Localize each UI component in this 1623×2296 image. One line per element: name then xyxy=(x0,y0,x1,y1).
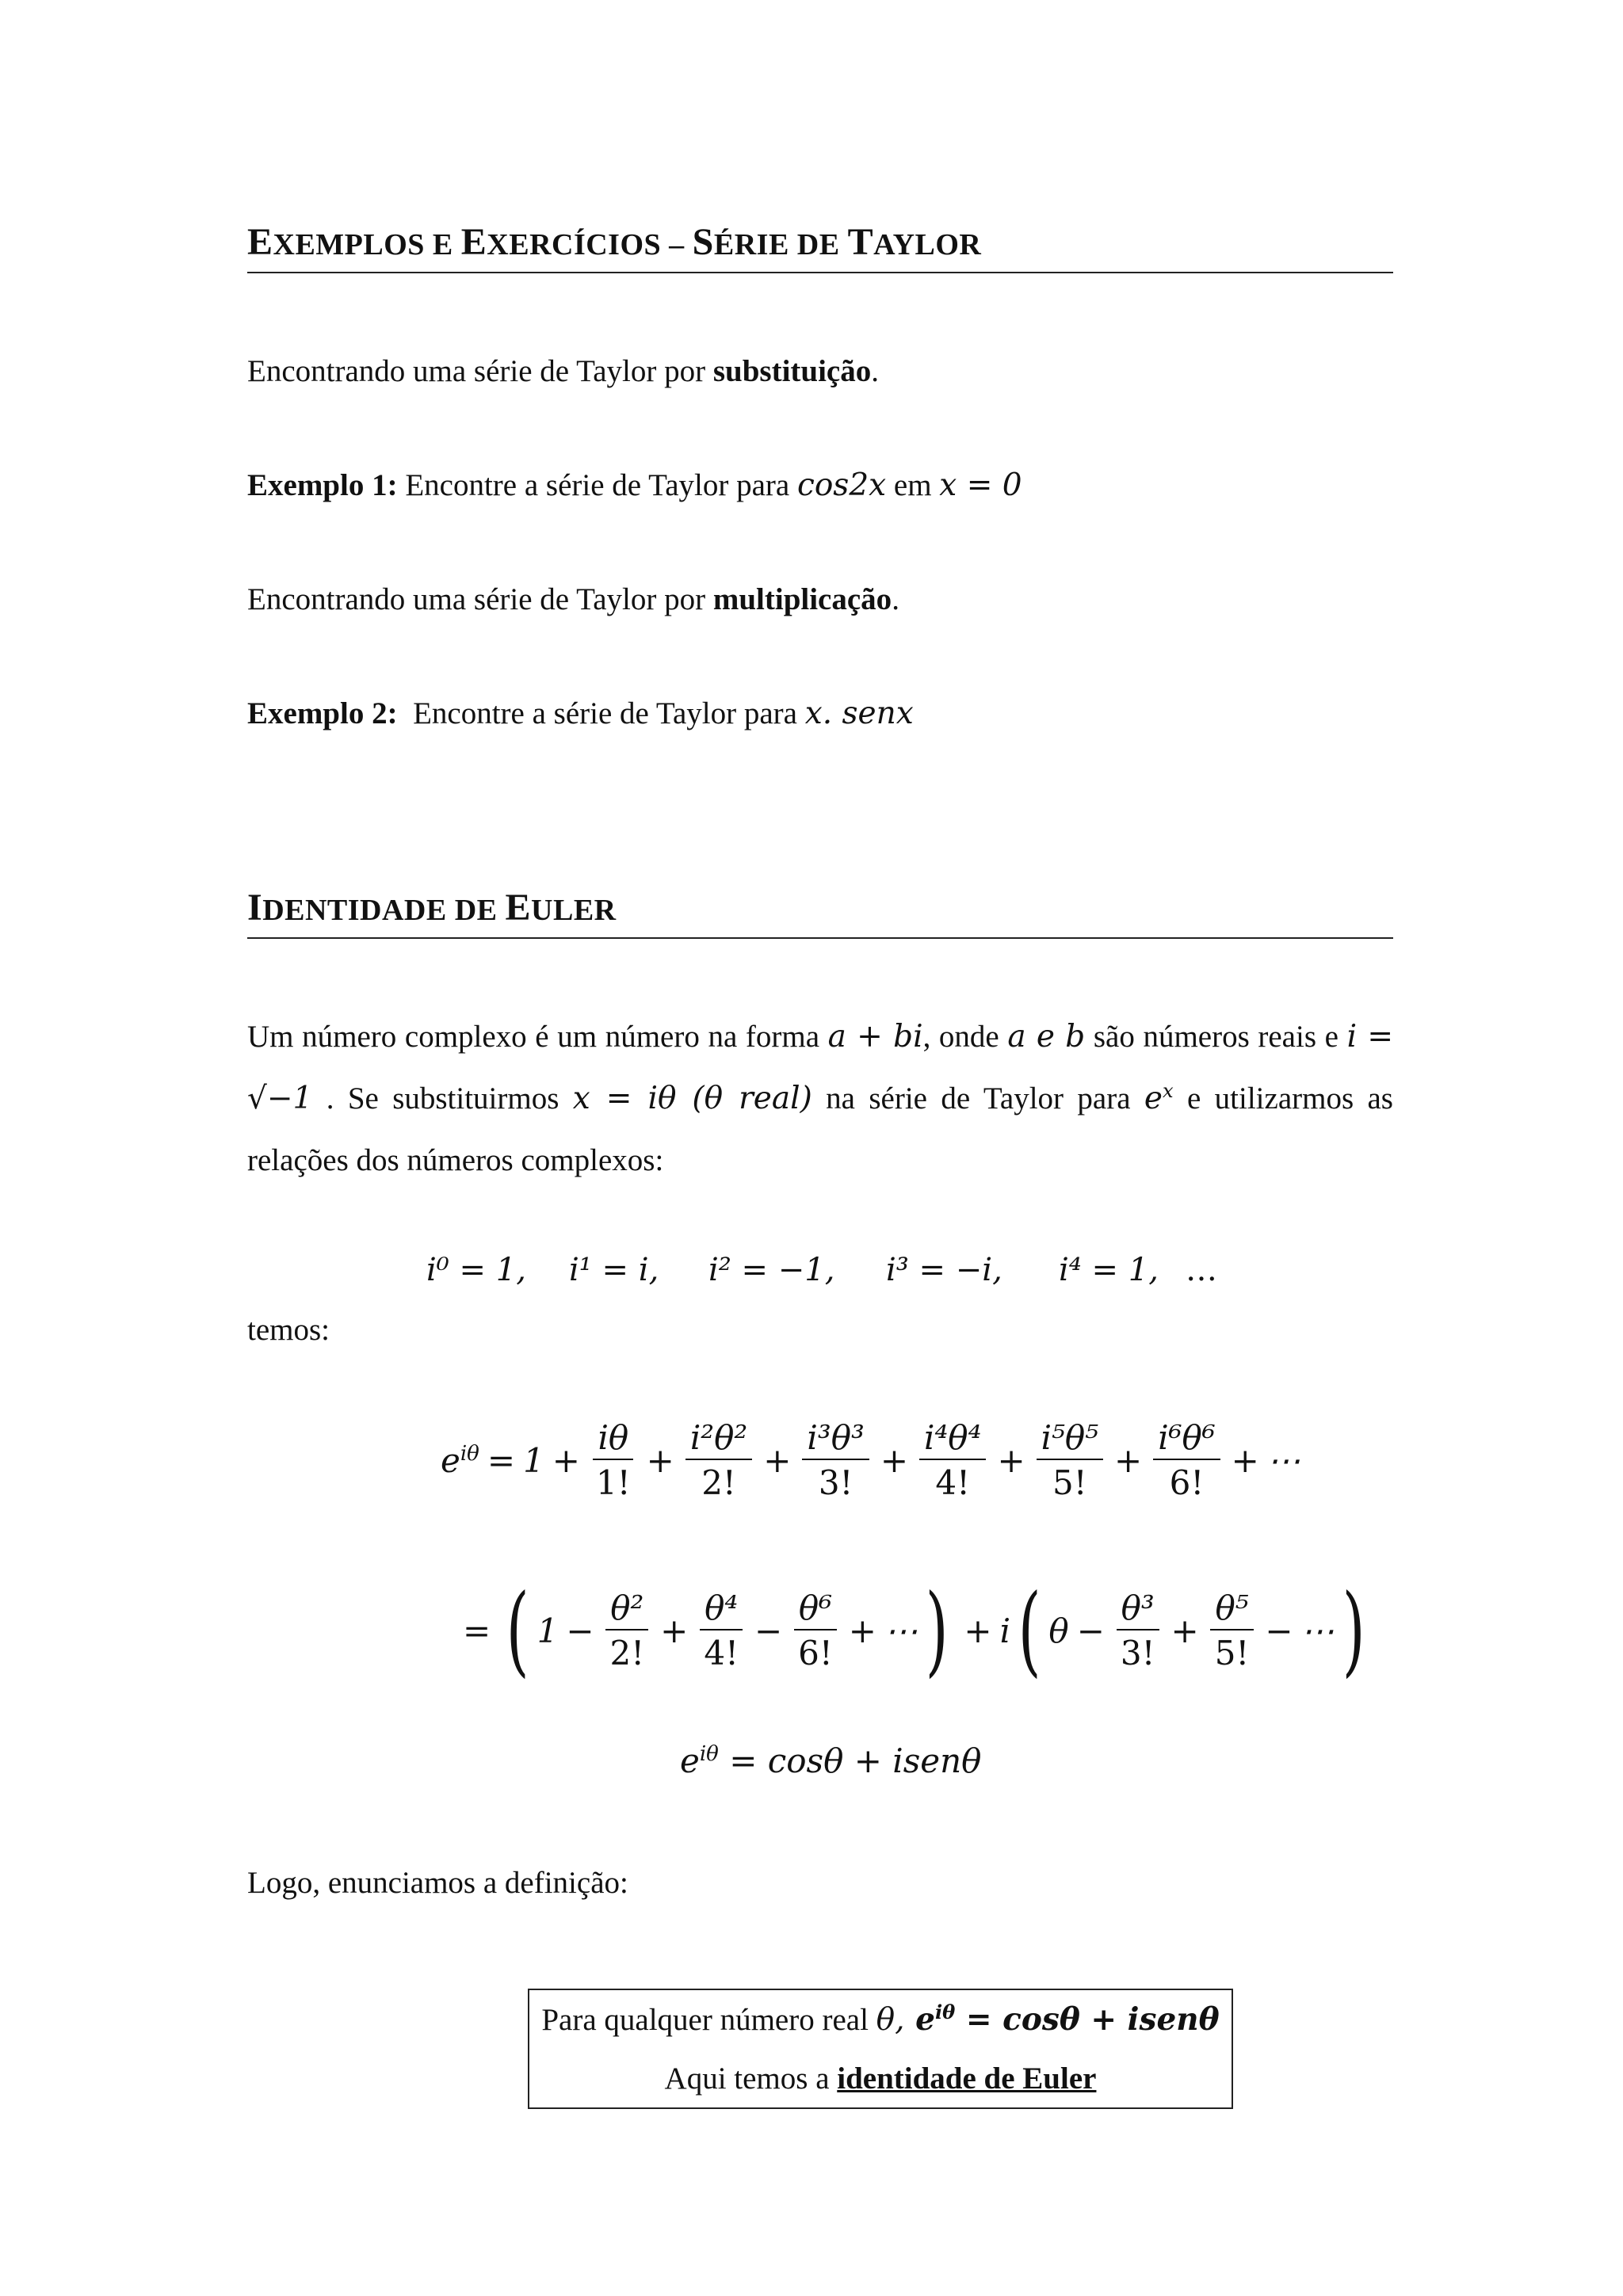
heading-text: XERCÍCIOS – xyxy=(487,228,693,261)
power-item: i³ = −i, xyxy=(886,1252,1002,1288)
power-item: i⁴ = 1, xyxy=(1059,1252,1159,1288)
heading-initial: E xyxy=(505,887,532,929)
constant: 1 xyxy=(537,1611,559,1650)
equals-sign: = xyxy=(487,1440,516,1480)
formula-rhs: = cosθ + isenθ xyxy=(718,1741,982,1780)
exp-power: iθ xyxy=(460,1441,479,1466)
numerator: i⁵θ⁵ xyxy=(1037,1418,1103,1460)
section-heading-taylor xyxy=(247,220,1393,273)
plus-sign: + xyxy=(964,1611,992,1650)
heading-text: DENTIDADE DE xyxy=(262,894,506,927)
numerator: i⁴θ⁴ xyxy=(919,1418,986,1460)
text: . xyxy=(871,354,879,388)
denominator: 4! xyxy=(935,1463,971,1502)
bold-term: multiplicação xyxy=(712,582,892,616)
euler-series-grouped xyxy=(455,1573,1373,1688)
ellipsis: … xyxy=(1186,1252,1217,1288)
heading-initial: S xyxy=(692,221,714,263)
fraction xyxy=(919,1418,986,1502)
denominator: 1! xyxy=(596,1463,631,1502)
powers-of-i xyxy=(426,1252,1217,1288)
fraction xyxy=(1116,1589,1160,1672)
substitution-line xyxy=(247,341,879,402)
denominator: 6! xyxy=(798,1634,833,1672)
multiplication-line xyxy=(247,569,899,631)
denominator: 2! xyxy=(701,1463,736,1502)
fraction xyxy=(699,1589,743,1672)
numerator: θ³ xyxy=(1117,1589,1159,1630)
exp-power: iθ xyxy=(934,2000,956,2023)
heading-text: ULER xyxy=(531,894,617,927)
temos-label: temos: xyxy=(247,1313,330,1347)
heading-initial: T xyxy=(847,221,874,263)
imaginary-unit: i xyxy=(999,1611,1010,1650)
plus-sign: + xyxy=(1231,1440,1259,1480)
euler-series-expansion xyxy=(441,1418,1300,1502)
definition-line-2 xyxy=(665,2050,1097,2108)
numerator: θ² xyxy=(605,1589,648,1630)
text: Encontrando uma série de Taylor por xyxy=(247,354,713,388)
numerator: θ⁴ xyxy=(700,1589,743,1630)
ellipsis: ⋯ xyxy=(1300,1611,1335,1650)
denominator: 5! xyxy=(1214,1634,1250,1672)
formula-rhs: = cosθ + isenθ xyxy=(955,2000,1220,2038)
math-expression xyxy=(1144,1081,1174,1116)
exp-base: e xyxy=(441,1440,460,1480)
minus-sign: − xyxy=(1076,1611,1105,1650)
fraction xyxy=(591,1418,636,1502)
left-paren: ( xyxy=(1018,1573,1041,1688)
numerator: i²θ² xyxy=(685,1418,752,1460)
minus-sign: − xyxy=(566,1611,594,1650)
numerator: i⁶θ⁶ xyxy=(1153,1418,1220,1460)
heading-initial: E xyxy=(247,221,273,263)
math-expression: a + bi xyxy=(827,1019,923,1055)
text: . Se substituirmos xyxy=(312,1081,573,1116)
fraction xyxy=(605,1589,650,1672)
intro-paragraph xyxy=(247,1006,1393,1192)
plus-sign: + xyxy=(848,1611,876,1650)
plus-sign: + xyxy=(997,1440,1025,1480)
math-expression: cos2x xyxy=(796,467,887,503)
plus-sign: + xyxy=(1170,1611,1199,1650)
fraction xyxy=(685,1418,752,1502)
exp-power: iθ xyxy=(699,1742,719,1766)
section-heading-euler xyxy=(247,886,1393,939)
text: Um número complexo é um número na forma xyxy=(247,1020,828,1054)
definition-intro: Logo, enunciamos a definição: xyxy=(247,1866,628,1900)
plus-sign: + xyxy=(1114,1440,1143,1480)
exp-base: e xyxy=(680,1741,700,1780)
numerator: θ⁶ xyxy=(794,1589,837,1630)
power-item: i⁰ = 1, xyxy=(426,1252,526,1288)
fraction xyxy=(802,1418,869,1502)
math-expression: x = 0 xyxy=(939,467,1022,503)
math-expression: x = iθ (θ real) xyxy=(572,1081,812,1116)
heading-initial: E xyxy=(460,221,487,263)
fraction xyxy=(793,1589,838,1672)
example-1 xyxy=(247,455,1022,517)
power-item: i¹ = i, xyxy=(569,1252,659,1288)
denominator: 3! xyxy=(1120,1634,1155,1672)
numerator: iθ xyxy=(593,1418,633,1460)
text: Encontre a série de Taylor para xyxy=(397,696,805,730)
plus-sign: + xyxy=(646,1440,674,1480)
math-expression: a e b xyxy=(1007,1019,1086,1055)
denominator: 3! xyxy=(818,1463,854,1502)
plus-sign: + xyxy=(880,1440,909,1480)
fraction xyxy=(1037,1418,1103,1502)
euler-definition-box xyxy=(528,1989,1233,2109)
plus-sign: + xyxy=(763,1440,792,1480)
heading-initial: I xyxy=(247,887,263,929)
constant: 1 xyxy=(523,1440,544,1480)
math-expression: θ, xyxy=(876,2001,905,2038)
left-paren: ( xyxy=(506,1573,529,1688)
text: Aqui temos a xyxy=(664,2061,838,2096)
exp-power: x xyxy=(1162,1080,1174,1102)
numerator: θ⁵ xyxy=(1210,1589,1253,1630)
denominator: 4! xyxy=(704,1634,739,1672)
text: Encontre a série de Taylor para xyxy=(397,468,797,502)
heading-text: AYLOR xyxy=(873,228,982,261)
ellipsis: ⋯ xyxy=(884,1611,918,1650)
equals-sign: = xyxy=(463,1611,491,1650)
math-expression: x. senx xyxy=(804,696,914,731)
fraction xyxy=(1210,1589,1254,1672)
text: e utilizarmos as relações dos números complexos: xyxy=(247,1081,1393,1177)
numerator: i³θ³ xyxy=(802,1418,869,1460)
minus-sign: − xyxy=(1265,1611,1293,1650)
plus-sign: + xyxy=(660,1611,689,1650)
heading-text: XEMPLOS E xyxy=(273,228,461,261)
denominator: 2! xyxy=(609,1634,645,1672)
text: Para qualquer número real xyxy=(541,2002,876,2037)
ellipsis: ⋯ xyxy=(1266,1440,1300,1480)
series-lhs xyxy=(441,1441,479,1480)
plus-sign: + xyxy=(552,1440,580,1480)
text: na série de Taylor para xyxy=(812,1081,1144,1116)
denominator: 6! xyxy=(1169,1463,1205,1502)
euler-formula-result xyxy=(680,1741,981,1780)
example-label: Exemplo 1: xyxy=(247,468,398,502)
right-paren: ) xyxy=(925,1573,949,1688)
bold-term: substituição xyxy=(712,354,872,388)
theta-term: θ xyxy=(1048,1611,1069,1650)
fraction xyxy=(1153,1418,1220,1502)
text: , onde xyxy=(922,1020,1008,1054)
text: são números reais e xyxy=(1085,1020,1347,1054)
exp-base: e xyxy=(915,2000,935,2038)
example-label: Exemplo 2: xyxy=(247,696,398,730)
right-paren: ) xyxy=(1342,1573,1365,1688)
definition-line-1 xyxy=(541,1990,1219,2050)
exp-base: e xyxy=(1144,1081,1163,1116)
minus-sign: − xyxy=(754,1611,783,1650)
power-item: i² = −1, xyxy=(708,1252,835,1288)
example-2 xyxy=(247,683,914,745)
math-expression: i = √−1 xyxy=(247,1019,1394,1116)
euler-identity-term: identidade de Euler xyxy=(837,2061,1097,2096)
text: Encontrando uma série de Taylor por xyxy=(247,582,713,616)
denominator: 5! xyxy=(1052,1463,1087,1502)
euler-formula xyxy=(905,2001,1220,2038)
text: . xyxy=(892,582,899,616)
text: em xyxy=(886,468,940,502)
heading-text: ÉRIE DE xyxy=(713,228,848,261)
